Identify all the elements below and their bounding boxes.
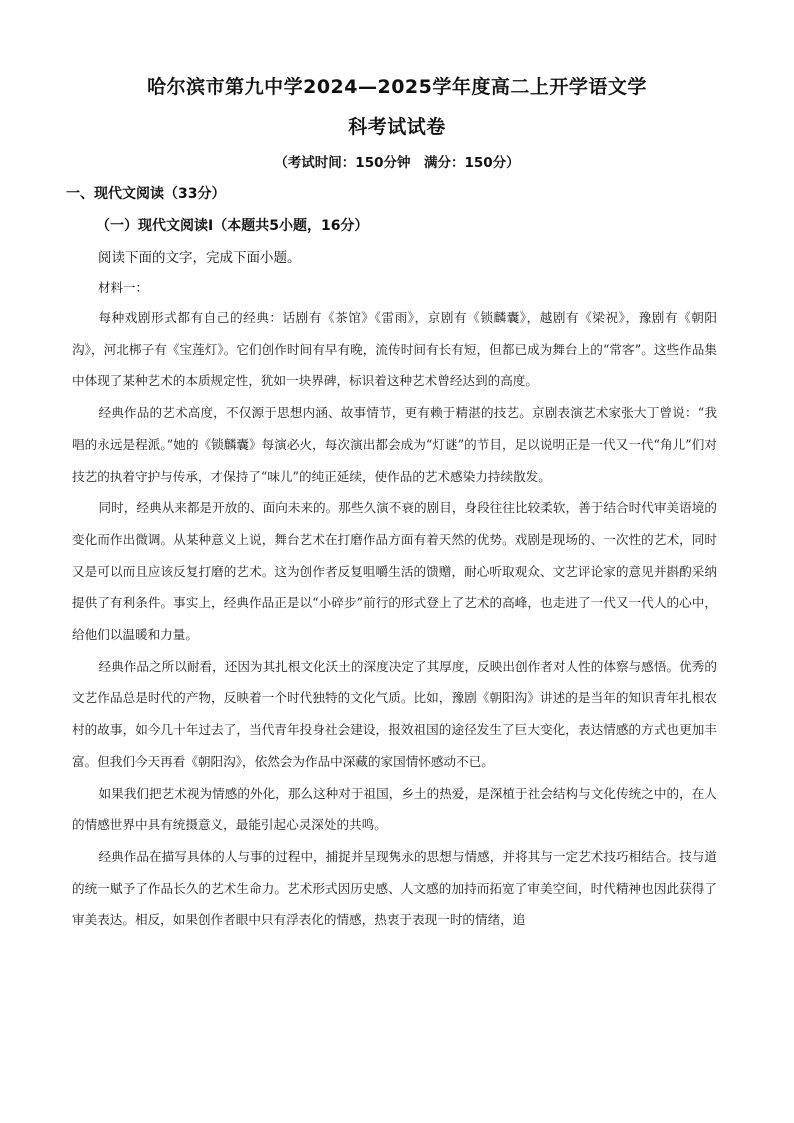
paragraph: 同时，经典从来都是开放的、面向未来的。那些久演不衰的剧目，身段往往比较柔软，善于结合时代审美语境的变化而作出微调。从某种意义上说，舞台艺术在打磨作品方面有着天然的优势。戏剧是现场的、一次性的艺术，同时又是可以而且应该反复打磨的艺术。这为创作者反复咀嚼生活的馈赠，耐心听取观众、文艺评论家的意见并斟酌采纳提供了有利条件。事实上，经典作品正是以“小碎步”前行的形式登上了艺术的高峰，也走进了一代又一代人的心中，给他们以温暖和力量。 (72, 500, 717, 643)
exam-title-line2: 科考试试卷 (348, 116, 446, 138)
material-label: 材料一： (98, 280, 149, 295)
paragraph: 经典作品在描写具体的人与事的过程中，捕捉并呈现隽永的思想与情感，并将其与一定艺术技巧相结合。技与道的统一赋予了作品长久的艺术生命力。艺术形式因历史感、人文感的加持而拓宽了审美空间，时代精神也因此获得了审美表达。相反，如果创作者眼中只有浮表化的情感，热衷于表现一时的情绪，追 (72, 848, 717, 928)
reading-instruction: 阅读下面的文字，完成下面小题。 (98, 250, 301, 266)
article-body (72, 302, 717, 936)
section-heading: 一、现代文阅读（33分） (66, 186, 226, 202)
exam-title-line1: 哈尔滨市第九中学2024—2025学年度高二上开学语文学 (147, 76, 647, 98)
paragraph: 每种戏剧形式都有自己的经典：话剧有《茶馆》《雷雨》，京剧有《锁麟囊》，越剧有《梁祝》，豫剧有《朝阳沟》，河北梆子有《宝莲灯》。它们创作时间有早有晚，流传时间有长有短，但都已成为舞台上的“常客”。这些作品集中体现了某种艺术的本质规定性，犹如一块界碑，标识着这种艺术曾经达到的高度。 (72, 310, 717, 389)
exam-info: （考试时间：150分钟 满分：150分） (274, 155, 520, 171)
paragraph: 经典作品之所以耐看，还因为其扎根文化沃土的深度决定了其厚度，反映出创作者对人性的体察与感悟。优秀的文艺作品总是时代的产物，反映着一个时代独特的文化气质。比如，豫剧《朝阳沟》讲述的是当年的知识青年扎根农村的故事，如今几十年过去了，当代青年投身社会建设，报效祖国的途径发生了巨大变化，表达情感的方式也更加丰富。但我们今天再看《朝阳沟》，依然会为作品中深藏的家国情怀感动不已。 (72, 658, 717, 769)
paragraph: 经典作品的艺术高度，不仅源于思想内涵、故事情节，更有赖于精湛的技艺。京剧表演艺术家张大丁曾说：“我唱的永远是程派。”她的《锁麟囊》每演必火，每次演出都会成为“灯谜”的节目，足以说明正是一代又一代“角儿”们对技艺的执着守护与传承，才保持了“味儿”的纯正延续，使作品的艺术感染力持续散发。 (72, 405, 717, 484)
subsection-heading: （一）现代文阅读Ⅰ（本题共5小题，16分） (96, 218, 369, 234)
paragraph: 如果我们把艺术视为情感的外化，那么这种对于祖国，乡土的热爱，是深植于社会结构与文化传统之中的，在人的情感世界中具有统摄意义，最能引起心灵深处的共鸣。 (72, 785, 717, 833)
